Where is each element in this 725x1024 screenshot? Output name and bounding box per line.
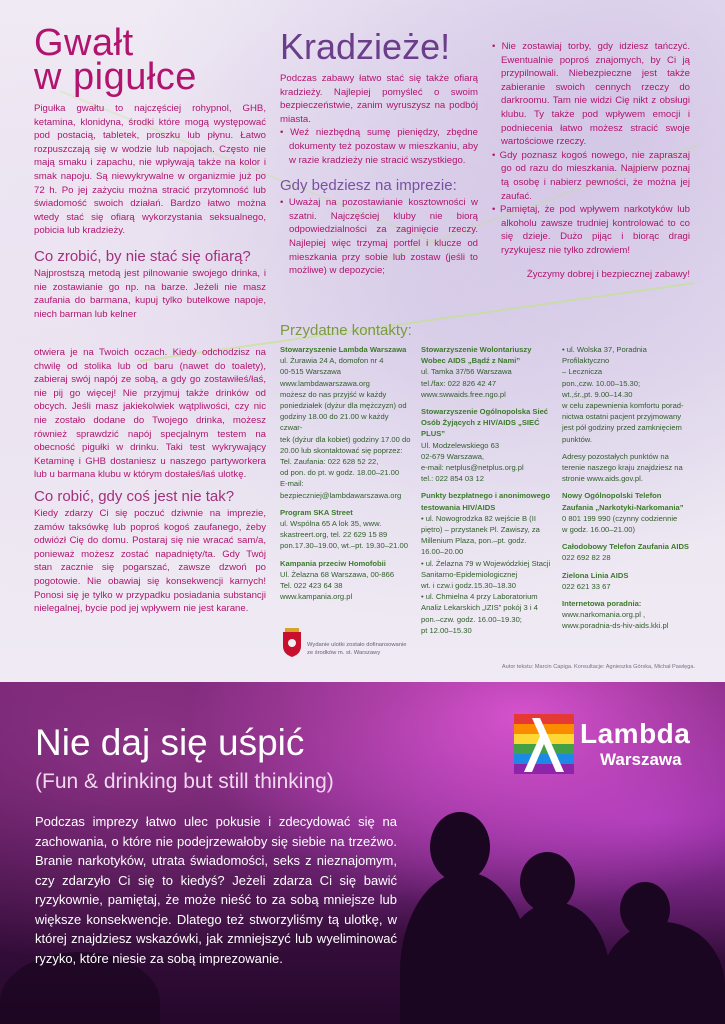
theft-title: Kradzieże! xyxy=(280,26,451,67)
bullet-item: • Gdy poznasz kogoś nowego, nie zapraszaj go od razu do mieszkania. Najpierw poznaj tą osobę i nabierz pewności, że można jej zaufać. xyxy=(492,149,690,203)
logo-line-1: Lambda xyxy=(580,718,691,749)
contact-line: 022 621 33 67 xyxy=(562,581,611,591)
contact-line: Sanitarno-Epidemiologicznej xyxy=(421,569,518,579)
contact-line: możesz do nas przyjść w każdy xyxy=(280,389,387,399)
contact-line: Ul. Modzelewskiego 63 xyxy=(421,440,500,450)
banner-subtitle: (Fun & drinking but still thinking) xyxy=(35,770,334,793)
contact-line: www.swwaids.free.ngo.pl xyxy=(421,389,506,399)
funding-note: Wydanie ulotki zostało dofinansowanie ze środków m. st. Warszawy xyxy=(307,642,407,656)
contact-line: www.kampania.org.pl xyxy=(280,592,353,602)
contact-line: stronie www.aids.gov.pl. xyxy=(562,474,643,484)
contact-line: skastreert.org, tel. 22 629 15 89 xyxy=(280,530,388,540)
contact-line: piętro) – przystanek Pl. Zawiszy, za xyxy=(421,525,540,535)
column-theft xyxy=(280,28,478,278)
contact-line: w celu zapewnienia komfortu porad- xyxy=(562,401,684,411)
contact-line: ul. Tamka 37/56 Warszawa xyxy=(421,367,512,377)
contact-line: • ul. Chmielna 4 przy Laboratorium xyxy=(421,592,538,602)
section-heading: Co zrobić, by nie stać się ofiarą? xyxy=(34,247,251,265)
title-line-1: Gwałt xyxy=(34,22,134,64)
contacts-title: Przydatne kontakty: xyxy=(280,322,412,339)
contact-heading: Punkty bezpłatnego i anonimowego testowania HIV/AIDS xyxy=(421,491,551,512)
contact-line: • ul. Żelazna 79 w Wojewódzkiej Stacji xyxy=(421,558,551,568)
contact-block xyxy=(562,570,694,592)
contact-line: 20.00 lub skontaktować się poprzez: xyxy=(280,445,403,455)
contact-heading: Stowarzyszenie Wolontariuszy Wobec AIDS „Bądź z Nami” xyxy=(421,345,532,366)
contact-line: ul. Żurawia 24 A, domofon nr 4 xyxy=(280,356,384,366)
contact-line: Adresy pozostałych punktów na xyxy=(562,451,669,461)
section-heading: Co robić, gdy coś jest nie tak? xyxy=(34,487,235,505)
lambda-logo xyxy=(514,714,694,774)
contact-heading: Kampania przeciw Homofobii xyxy=(280,558,386,568)
contact-line: jest pół godziny przed zamknięciem xyxy=(562,423,682,433)
contact-block xyxy=(421,344,553,400)
contact-heading: Program SKA Street xyxy=(280,507,353,517)
column-theft-cont xyxy=(492,40,690,281)
contact-line: www.poradnia-ds-hiv-aids.kki.pl xyxy=(562,621,669,631)
intro-paragraph: Pigułka gwałtu to najczęściej rohypnol, GHB, ketamina, klonidyna, środki które mogą występować pod postacią, tabletek, proszku lub płynu. Łatwo rozpuszczają się w wodzie lub napojach. Często nie mają smaku i zapachu, nie wpływają także na kolor i smak napoju. Są niewykrywalne w organizmie już po 72 h. Po jej zażyciu można stracić przytomność lub świadomość swoich działań. Bardzo łatwo można wtedy stać się ofiarą wykorzystania seksualnego, pobicia lub kradzieży. xyxy=(34,103,266,237)
contact-heading: Stowarzyszenie Lambda Warszawa xyxy=(280,345,407,354)
title-line-2: w pigułce xyxy=(34,56,197,98)
paragraph: otwiera je na Twoich oczach. Kiedy odchodzisz na chwilę od stolika lub od baru (nawet do toalety), zabieraj swój napój ze sobą, a gdy go zostawiłeś/łaś, nie pij go więcej! Nie przyjmuj także drinków od obcych. Jeśli masz jakiekolwiek wątpliwości, czy nic nie zostało dodane do Twojego drinka, możesz również sprawdzić napój specjalnym testem na obecność pigułki w drinku. Taki test wykrywający Ketaminę i GHB dostaniesz u naszego partyworkera lub u barmana klubu w którym dostałeś/łaś ulotkę. xyxy=(34,347,266,481)
contacts-column-2 xyxy=(421,344,553,642)
contact-line: 02-679 Warszawa, xyxy=(421,451,485,461)
contact-line: tel.: 022 854 03 12 xyxy=(421,474,484,484)
bullet-item: • Nie zostawiaj torby, gdy idziesz tańczyć. Ewentualnie poproś znajomych, by Ci ją przypilnowali. Niebezpieczne jest także zabieranie swoich cennych rzeczy do darkroomu. Tam nie widzi Cię nikt z obsługi klubu. Ty także pod wpływem emocji i podniecenia łatwo możesz stracić swoje wartościowe rzeczy. xyxy=(492,40,690,149)
contact-block xyxy=(562,344,694,445)
contacts-column-3 xyxy=(562,344,694,638)
contact-block xyxy=(280,507,412,552)
contact-heading: Zielona Linia AIDS xyxy=(562,570,629,580)
contact-block xyxy=(562,541,694,563)
contact-line: Analiz Lekarskich „IZIS” pokój 3 i 4 xyxy=(421,603,538,613)
contact-line: www.lambdawarszawa.org xyxy=(280,378,370,388)
contact-heading: Całodobowy Telefon Zaufania AIDS xyxy=(562,542,689,552)
contact-block xyxy=(562,598,694,632)
contact-line: terenie naszego kraju znajdziesz na xyxy=(562,463,683,473)
contact-line: 0 801 199 990 (czynny codziennie xyxy=(562,513,678,523)
warsaw-crest-icon xyxy=(281,628,303,658)
bullet-item: • Pamiętaj, że pod wpływem narkotyków lub alkoholu zawsze trudniej kontrolować to co się dzieje. Dużo pijąc i biorąc dragi ryzykujesz nie tylko zdrowiem! xyxy=(492,203,690,257)
bullet-item: • Uważaj na pozostawianie kosztowności w szatni. Najczęściej kluby nie biorą odpowiedzialności za zaginięcie rzeczy. Najlepiej więc trzymaj portfel i klucze od mieszkania przy sobie lub zostaw (jeśli to możliwe) w depozycie; xyxy=(280,196,478,278)
contact-line: Tel. 022 423 64 38 xyxy=(280,581,343,591)
contact-heading: Nowy Ogólnopolski Telefon Zaufania „Narkotyki-Narkomania” xyxy=(562,491,684,512)
contact-line: • ul. Wolska 37, Poradnia Profilaktyczno xyxy=(562,345,647,366)
contact-line: wt.,śr.,pt. 9.00–14.30 xyxy=(562,389,633,399)
contact-line: nictwa ostatni pacjent przyjmowany xyxy=(562,412,682,422)
contact-line: bezpieczniej@lambdawarszawa.org xyxy=(280,490,402,500)
contact-line: tek (dyżur dla kobiet) godziny 17.00 do xyxy=(280,434,411,444)
contact-line: Ul. Żelazna 68 Warszawa, 00-866 xyxy=(280,569,395,579)
contact-block xyxy=(562,490,694,535)
contact-line: www.narkomania.org.pl , xyxy=(562,610,646,620)
column-rape-pill xyxy=(34,22,266,321)
bullet-item: • Weź niezbędną sumę pieniędzy, zbędne dokumenty też pozostaw w mieszkaniu, aby w razie kradzieży nie stracić wszystkiego. xyxy=(280,126,478,167)
contact-block xyxy=(421,406,553,484)
paragraph: Najprostszą metodą jest pilnowanie swojego drinka, i nie zostawianie go np. na barze. Jeżeli nie masz zaufania do barmana, kupuj tylko butelkowe napoje, niech barman lub kelner xyxy=(34,267,266,320)
contact-line: w godz. 16.00–21.00) xyxy=(562,525,636,535)
contact-line: • ul. Nowogrodzka 82 wejście B (II xyxy=(421,513,536,523)
paragraph: Kiedy zdarzy Ci się poczuć dziwnie na imprezie, zamów taksówkę lub poproś kogoś zaufanego, żeby odwiózł Cię do domu. Postaraj się nie wracać sam/a, ponieważ możesz zostać napadnięty/ta. Gdy Twój stan zacznie się pogarszać, zawsze dzwoń po pogotowie. Nie obawiaj się konsekwencji karnych! Ponosi się je tylko w przypadku posiadania substancji nielegalnej, bycie pod jej wpływem nie jest karane. xyxy=(34,507,266,615)
contact-line: Tel. Zaufania: 022 628 52 22, xyxy=(280,457,379,467)
logo-line-2: Warszawa xyxy=(600,750,682,769)
contact-line: – Lecznicza xyxy=(562,367,603,377)
contact-heading: Internetowa poradnia: xyxy=(562,599,642,609)
contact-line: 00-515 Warszawa xyxy=(280,367,341,377)
contact-line: E-mail: xyxy=(280,479,304,489)
contact-line: Millenium Plaza, pon.–pt. godz. xyxy=(421,536,527,546)
contact-line: 16.00–20.00 xyxy=(421,547,464,557)
contact-line: tel./fax: 022 826 42 47 xyxy=(421,378,497,388)
banner-title: Nie daj się uśpić xyxy=(35,722,305,763)
contact-line: poniedziałek (dyżur dla mężczyzn) od xyxy=(280,401,407,411)
contact-line: od pon. do pt. w godz. 18.00–21.00 xyxy=(280,468,400,478)
contact-line: wt. i czw.i godz.15.30–18.30 xyxy=(421,581,516,591)
contact-line: punktów. xyxy=(562,434,592,444)
authors-note: Autor tekstu: Marcin Capiga. Konsultacje: Agnieszka Górska, Michał Pawlęga. xyxy=(501,664,695,670)
contact-line: ul. Wspólna 65 A lok 35, www. xyxy=(280,519,382,529)
contact-line: 022 692 82 28 xyxy=(562,553,611,563)
contact-line: pon.17.30–19.00, wt.–pt. 19.30–21.00 xyxy=(280,541,408,551)
column-rape-pill-cont xyxy=(34,346,266,616)
banner-body: Podczas imprezy łatwo ulec pokusie i zdecydować się na zachowania, o które nie podejrzewałoby się siebie na trzeźwo. Branie narkotyków, utrata świadomości, seks z nieznajomym, czy zdarzyło Ci się to kiedyś? Jeżeli zdarza Ci się bawić ryzykownie, pamiętaj, że może nieść to za sobą mniejsze lub większe konsekwencje. Dlatego też stworzyliśmy tą ulotkę, w której znajdziesz wskazówki, jak zmniejszyć lub wyeliminować ryzyko, które niesie za sobą imprezowanie. xyxy=(35,814,397,966)
contact-block xyxy=(280,558,412,603)
contact-block xyxy=(562,451,694,485)
contact-block xyxy=(280,344,412,501)
contact-line: e-mail: netplus@netplus.org.pl xyxy=(421,463,524,473)
crowd-silhouette xyxy=(600,922,725,1024)
section-heading: Gdy będziesz na imprezie: xyxy=(280,177,457,195)
contact-line: pon.,czw. 10.00–15.30; xyxy=(562,378,641,388)
lambda-rainbow-icon xyxy=(514,714,574,774)
contact-line: godziny 18.00 do 21.00 w każdy czwar- xyxy=(280,412,389,433)
contact-line: pon.–czw. godz. 16.00–19.30; xyxy=(421,614,522,624)
contact-block xyxy=(421,490,553,636)
closing-line: Życzymy dobrej i bezpiecznej zabawy! xyxy=(526,268,690,280)
bottom-banner xyxy=(0,682,725,1024)
paragraph: Podczas zabawy łatwo stać się także ofiarą kradzieży. Najlepiej pomyśleć o swoim bezpieczeństwie, zanim wyruszysz na podbój miasta. xyxy=(280,73,478,125)
contact-heading: Stowarzyszenie Ogólnopolska Sieć Osób Żyjących z HIV/AIDS „SIEĆ PLUS” xyxy=(421,407,549,439)
contacts-column-1 xyxy=(280,344,412,608)
contact-line: pt 12.00–15.30 xyxy=(421,625,472,635)
